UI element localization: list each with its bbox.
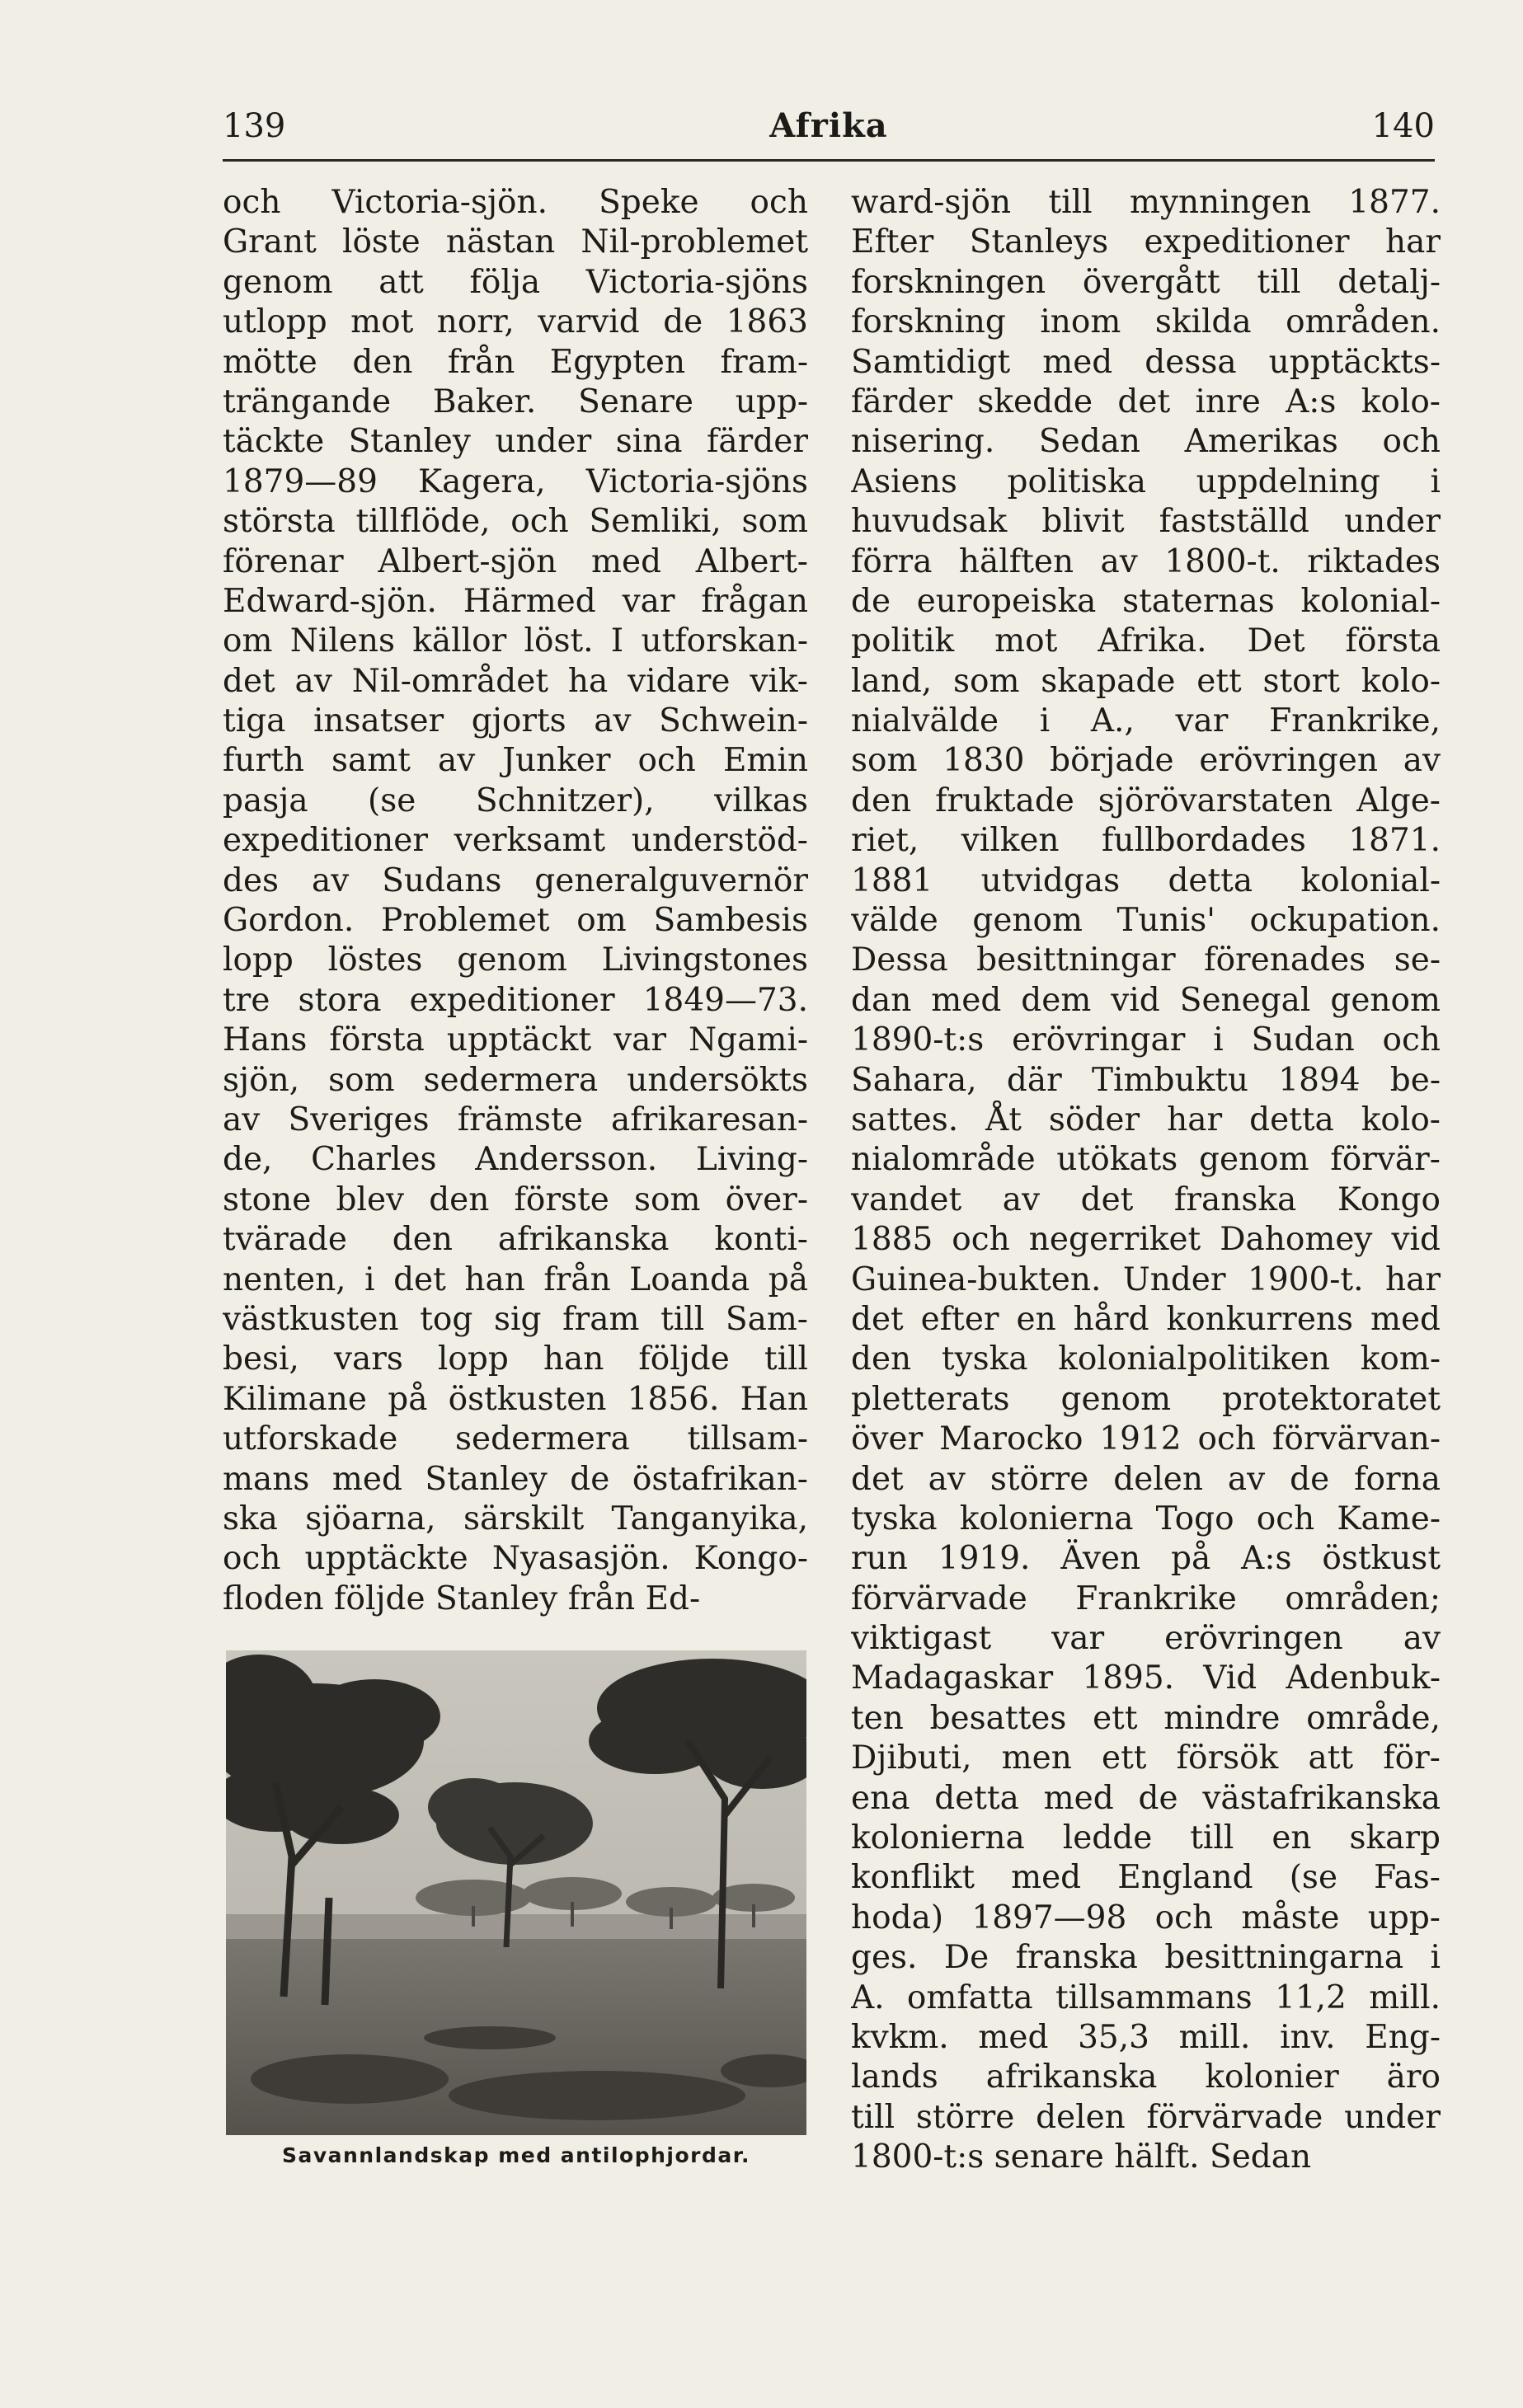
- text-line: expeditioner verksamt understöd-: [223, 822, 808, 860]
- text-line: nisering. Sedan Amerikas och: [851, 423, 1441, 461]
- text-line: förra hälften av 1800-t. riktades: [851, 542, 1441, 580]
- text-line: 1800-t:s senare hälft. Sedan: [851, 2138, 1312, 2176]
- text-line: kolonierna ledde till en skarp: [851, 1819, 1441, 1857]
- text-line: täckte Stanley under sina färder: [223, 423, 808, 461]
- text-line: som 1830 började erövringen av: [851, 742, 1441, 780]
- text-line: pasja (se Schnitzer), vilkas: [223, 782, 808, 819]
- text-line: 1881 utvidgas detta kolonial-: [851, 861, 1441, 899]
- text-line: Gordon. Problemet om Sambesis: [223, 902, 808, 940]
- text-line: lands afrikanska kolonier äro: [851, 2058, 1441, 2096]
- text-line: sattes. Åt söder har detta kolo-: [851, 1101, 1441, 1138]
- text-line: tyska kolonierna Togo och Kame-: [851, 1500, 1441, 1537]
- text-line: huvudsak blivit fastställd under: [851, 503, 1441, 541]
- text-line: nenten, i det han från Loanda på: [223, 1260, 808, 1298]
- text-line: de, Charles Andersson. Living-: [223, 1141, 808, 1179]
- text-line: genom att följa Victoria-sjöns: [223, 263, 808, 301]
- text-line: välde genom Tunis' ockupation.: [851, 902, 1441, 940]
- text-line: mans med Stanley de östafrikan-: [223, 1460, 808, 1498]
- text-line: besi, vars lopp han följde till: [223, 1340, 808, 1378]
- text-line: Grant löste nästan Nil-problemet: [223, 223, 808, 261]
- savanna-photo-illustration: [226, 1650, 806, 2135]
- text-line: tvärade den afrikanska konti-: [223, 1221, 808, 1259]
- text-line: 1885 och negerriket Dahomey vid: [851, 1221, 1441, 1259]
- text-line: av Sveriges främste afrikaresan-: [223, 1101, 808, 1138]
- text-line: Efter Stanleys expeditioner har: [851, 223, 1441, 261]
- text-line: A. omfatta tillsammans 11,2 mill.: [851, 1979, 1441, 2016]
- text-line: Madagaskar 1895. Vid Adenbuk-: [851, 1659, 1441, 1697]
- text-line: nialområde utökats genom förvär-: [851, 1141, 1441, 1179]
- text-line: vandet av det franska Kongo: [851, 1181, 1441, 1218]
- text-line: utforskade sedermera tillsam-: [223, 1420, 808, 1458]
- text-line: ten besattes ett mindre område,: [851, 1699, 1441, 1737]
- text-line: 1890-t:s erövringar i Sudan och: [851, 1021, 1441, 1059]
- text-line: mötte den från Egypten fram-: [223, 343, 808, 381]
- text-line: floden följde Stanley från Ed-: [223, 1580, 701, 1617]
- text-line: ena detta med de västafrikanska: [851, 1779, 1441, 1817]
- text-line: Asiens politiska uppdelning i: [851, 462, 1441, 500]
- text-line: utlopp mot norr, varvid de 1863: [223, 303, 808, 341]
- text-line: furth samt av Junker och Emin: [223, 742, 808, 780]
- text-line: till större delen förvärvade under: [851, 2098, 1441, 2136]
- text-line: pletterats genom protektoratet: [851, 1380, 1441, 1418]
- text-line: och upptäckte Nyasasjön. Kongo-: [223, 1540, 808, 1578]
- text-line: viktigast var erövringen av: [851, 1620, 1441, 1658]
- header-rule: [223, 159, 1435, 162]
- text-line: Edward-sjön. Härmed var frågan: [223, 582, 808, 620]
- text-line: förvärvade Frankrike områden;: [851, 1580, 1441, 1617]
- text-line: kvkm. med 35,3 mill. inv. Eng-: [851, 2018, 1441, 2056]
- text-line: om Nilens källor löst. I utforskan-: [223, 622, 808, 660]
- text-line: run 1919. Även på A:s östkust: [851, 1540, 1441, 1578]
- text-line: ward-sjön till mynningen 1877.: [851, 184, 1441, 221]
- text-line: Guinea-bukten. Under 1900-t. har: [851, 1260, 1441, 1298]
- text-line: nialvälde i A., var Frankrike,: [851, 702, 1441, 740]
- text-line: Djibuti, men ett försök att för-: [851, 1739, 1441, 1777]
- text-line: västkusten tog sig fram till Sam-: [223, 1300, 808, 1338]
- text-line: tre stora expeditioner 1849—73.: [223, 981, 808, 1019]
- text-line: största tillflöde, och Semliki, som: [223, 503, 808, 541]
- text-line: färder skedde det inre A:s kolo-: [851, 383, 1441, 420]
- text-line: konflikt med England (se Fas-: [851, 1859, 1441, 1897]
- text-line: det av större delen av de forna: [851, 1460, 1441, 1498]
- text-line: och Victoria-sjön. Speke och: [223, 184, 808, 221]
- page-header: [223, 103, 1435, 149]
- text-line: tiga insatser gjorts av Schwein-: [223, 702, 808, 740]
- text-line: den tyska kolonialpolitiken kom-: [851, 1340, 1441, 1378]
- text-line: Sahara, där Timbuktu 1894 be-: [851, 1061, 1441, 1099]
- savanna-photo: [226, 1650, 806, 2135]
- page-number-left: 139: [223, 107, 286, 145]
- text-line: Kilimane på östkusten 1856. Han: [223, 1380, 808, 1418]
- text-line: den fruktade sjörövarstaten Alge-: [851, 782, 1441, 819]
- text-line: över Marocko 1912 och förvärvan-: [851, 1420, 1441, 1458]
- text-line: ska sjöarna, särskilt Tanganyika,: [223, 1500, 808, 1537]
- text-line: land, som skapade ett stort kolo-: [851, 662, 1441, 700]
- left-text-column: [223, 183, 808, 1619]
- text-line: Samtidigt med dessa upptäckts-: [851, 343, 1441, 381]
- text-line: 1879—89 Kagera, Victoria-sjöns: [223, 462, 808, 500]
- text-line: det efter en hård konkurrens med: [851, 1300, 1441, 1338]
- text-line: politik mot Afrika. Det första: [851, 622, 1441, 660]
- text-line: de europeiska staternas kolonial-: [851, 582, 1441, 620]
- text-line: dan med dem vid Senegal genom: [851, 981, 1441, 1019]
- text-line: forskning inom skilda områden.: [851, 303, 1441, 341]
- text-line: stone blev den förste som över-: [223, 1181, 808, 1218]
- figure-caption: Savannlandskap med antilophjordar.: [281, 2143, 751, 2167]
- text-line: des av Sudans generalguvernör: [223, 861, 808, 899]
- text-line: förenar Albert-sjön med Albert-: [223, 542, 808, 580]
- text-line: det av Nil-området ha vidare vik-: [223, 662, 808, 700]
- text-line: ges. De franska besittningarna i: [851, 1939, 1441, 1977]
- right-text-column: [851, 183, 1441, 2178]
- text-line: hoda) 1897—98 och måste upp-: [851, 1899, 1441, 1936]
- text-line: riet, vilken fullbordades 1871.: [851, 822, 1441, 860]
- text-line: Dessa besittningar förenades se-: [851, 941, 1441, 979]
- text-line: sjön, som sedermera undersökts: [223, 1061, 808, 1099]
- text-line: lopp löstes genom Livingstones: [223, 941, 808, 979]
- text-line: trängande Baker. Senare upp-: [223, 383, 808, 420]
- page-number-right: 140: [1371, 107, 1435, 145]
- text-line: forskningen övergått till detalj-: [851, 263, 1441, 301]
- running-title: Afrika: [769, 106, 888, 145]
- text-line: Hans första upptäckt var Ngami-: [223, 1021, 808, 1059]
